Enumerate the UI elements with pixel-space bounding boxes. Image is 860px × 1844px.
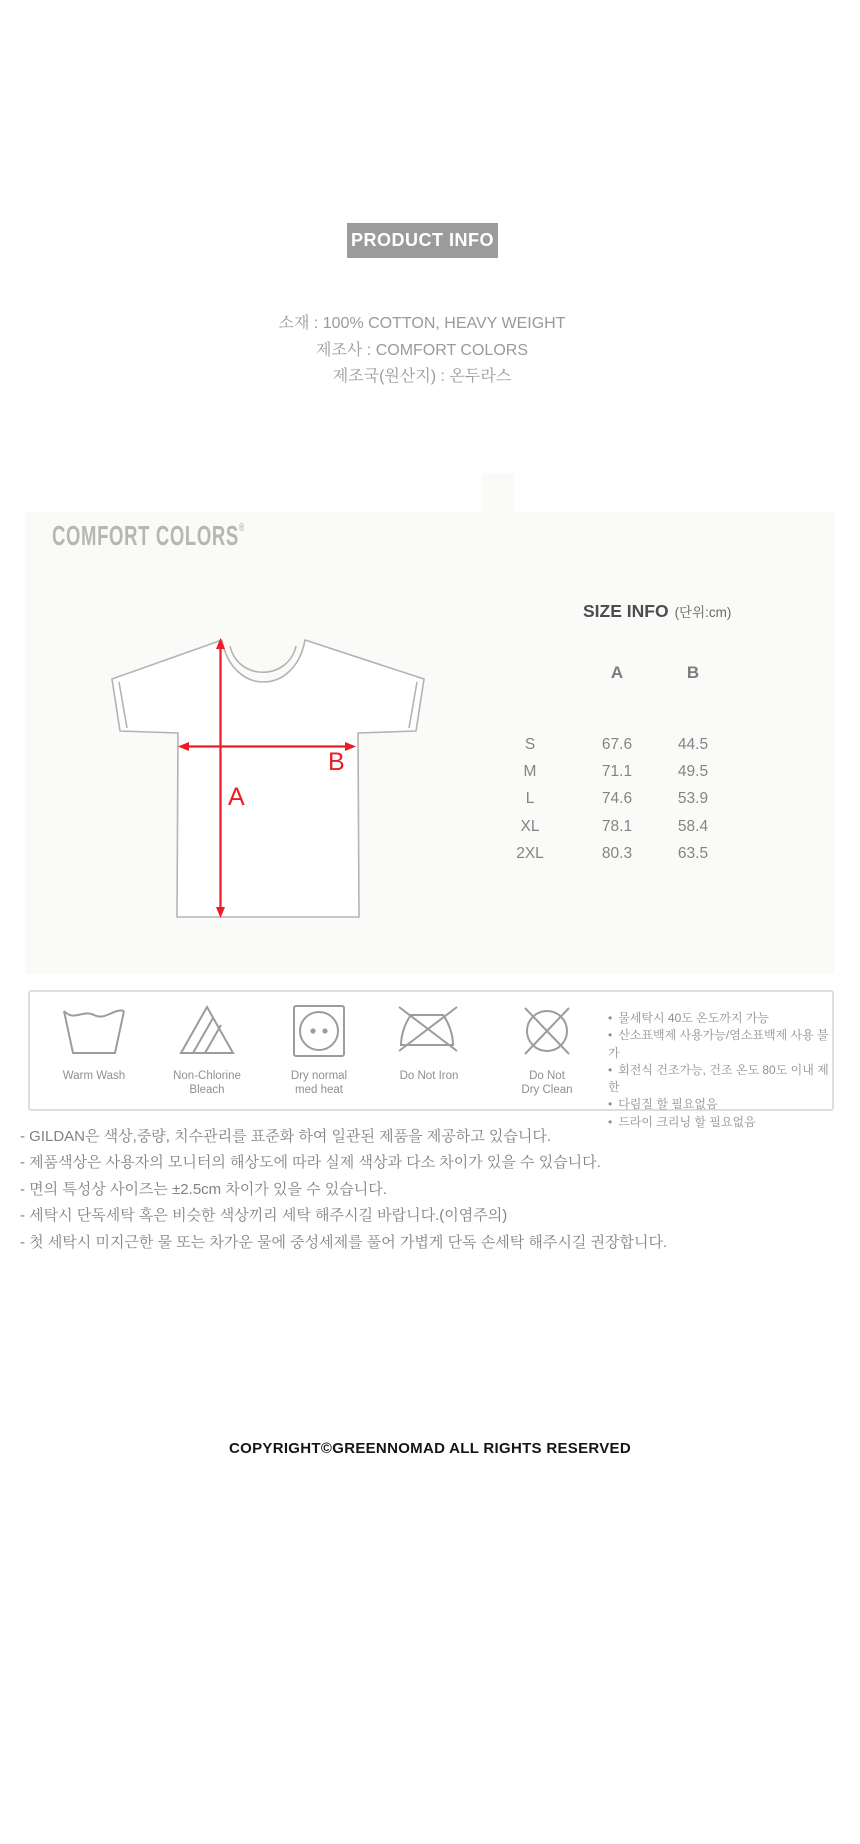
do-not-iron-icon xyxy=(397,1003,461,1059)
warm-wash-icon xyxy=(62,1003,126,1059)
note-line: - 제품색상은 사용자의 모니터의 해상도에 따라 실제 색상과 다소 차이가 있을 수 있습니다. xyxy=(20,1154,601,1172)
note-line: - 첫 세탁시 미지근한 물 또는 차가운 물에 중성세제를 풀어 가볍게 단독 손세탁 해주시길 권장합니다. xyxy=(20,1233,668,1251)
value-a: 78.1 xyxy=(601,817,633,835)
length-label-a: A xyxy=(228,783,245,811)
product-info-lines xyxy=(0,311,844,391)
size-info-title xyxy=(583,601,731,622)
unit-label: (단위:cm) xyxy=(674,605,732,620)
note-line: - 세탁시 단독세탁 혹은 비슷한 색상끼리 세탁 해주시길 바랍니다.(이염주의) xyxy=(20,1207,508,1225)
product-notes xyxy=(20,1124,820,1256)
care-label: Warm Wash xyxy=(62,1070,126,1082)
value-a: 80.3 xyxy=(601,844,633,862)
panel-top-notch xyxy=(482,473,514,513)
tshirt-diagram xyxy=(90,600,450,930)
value-a: 67.6 xyxy=(601,736,633,753)
value-b: 49.5 xyxy=(677,763,709,781)
non-chlorine-bleach-icon xyxy=(175,1003,239,1059)
dry-normal-med-heat-icon xyxy=(287,1003,351,1059)
width-label-b: B xyxy=(328,748,345,776)
note-line: - GILDAN은 색상,중량, 치수관리를 표준화 하여 일관된 제품을 제공하고 있습니다. xyxy=(20,1128,552,1145)
measurement-column-a xyxy=(580,731,654,867)
size-info-label: SIZE INFO xyxy=(583,601,669,621)
origin-line: 제조국(원산지) : 온두라스 xyxy=(332,368,512,385)
care-instructions-box xyxy=(28,990,834,1129)
care-bullet: • 다림질 할 필요없음 xyxy=(608,1096,832,1113)
tshirt-outline xyxy=(112,640,424,917)
column-header-a: A xyxy=(610,663,624,682)
size-row-label: S xyxy=(524,736,536,753)
value-b: 44.5 xyxy=(677,736,709,753)
size-row-label: 2XL xyxy=(516,844,544,862)
value-b: 53.9 xyxy=(677,790,709,808)
size-row-label: L xyxy=(525,790,535,808)
copyright-text: COPYRIGHT©GREENNOMAD ALL RIGHTS RESERVED xyxy=(229,1440,631,1457)
note-line: - 면의 특성상 사이즈는 ±2.5cm 차이가 있을 수 있습니다. xyxy=(20,1180,387,1198)
brand-name: COMFORT COLORS xyxy=(52,520,239,551)
value-b: 63.5 xyxy=(677,844,709,862)
care-label: Do Not Dry Clean xyxy=(521,1070,573,1096)
care-label: Dry normal med heat xyxy=(290,1070,348,1096)
comfort-colors-logo xyxy=(52,520,244,552)
care-bullet: • 드라이 크리닝 할 필요없음 xyxy=(608,1114,832,1131)
care-bullet-list xyxy=(608,1010,832,1131)
care-bullet: • 산소표백제 사용가능/염소표백제 사용 불가 xyxy=(608,1027,832,1062)
size-label-column xyxy=(495,731,565,867)
measurement-column-b xyxy=(656,731,730,867)
care-bullet: • 물세탁시 40도 온도까지 가능 xyxy=(608,1010,832,1027)
care-label: Do Not Iron xyxy=(399,1070,459,1082)
size-row-label: XL xyxy=(520,817,540,835)
column-header-b: B xyxy=(686,663,700,682)
material-line: 소재 : 100% COTTON, HEAVY WEIGHT xyxy=(278,315,566,332)
value-a: 71.1 xyxy=(601,763,633,781)
collar-inner-line xyxy=(230,646,296,672)
manufacturer-line: 제조사 : COMFORT COLORS xyxy=(315,341,529,359)
do-not-dry-clean-icon xyxy=(515,1003,579,1059)
care-label: Non-Chlorine Bleach xyxy=(173,1070,241,1096)
value-b: 58.4 xyxy=(677,817,709,835)
registered-mark: ® xyxy=(238,522,245,534)
value-a: 74.6 xyxy=(601,790,633,808)
product-info-badge: PRODUCT INFO xyxy=(347,223,498,258)
care-bullet: • 회전식 건조가능, 건조 온도 80도 이내 제한 xyxy=(608,1062,832,1097)
size-row-label: M xyxy=(523,763,537,781)
